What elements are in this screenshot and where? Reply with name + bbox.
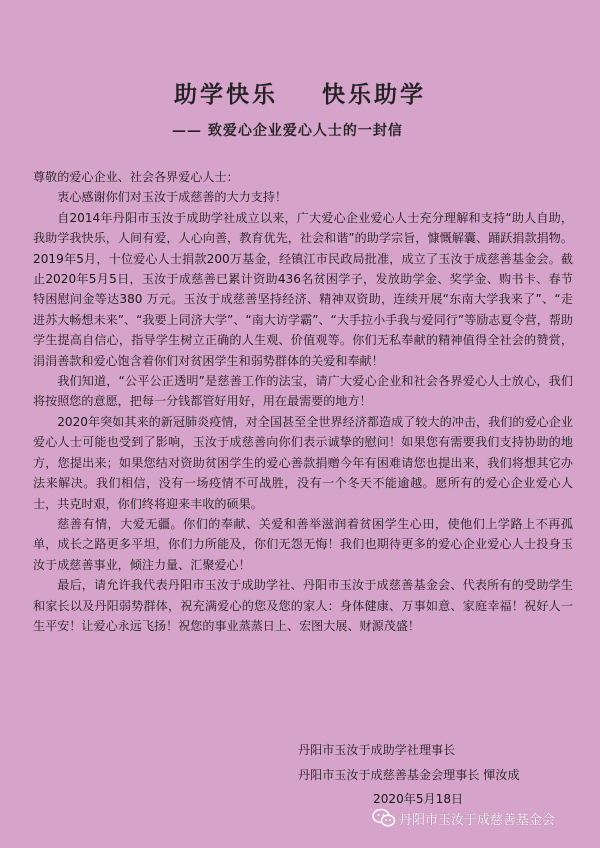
- paragraph-transparency: 我们知道，“公平公正透明”是慈善工作的法宝，请广大爱心企业和社会各界爱心人士放心，我们将按照您的意愿，把每一分钱都管好用好，用在最需要的地方！: [33, 374, 573, 409]
- signature-date: 2020年5月18日: [373, 792, 464, 806]
- wechat-icon: [372, 808, 396, 828]
- account-watermark: [372, 808, 555, 828]
- letter-title: 助学快乐 快乐助学: [173, 81, 427, 108]
- paragraph-closing: 最后，请允许我代表丹阳市玉汝于成助学社、丹阳市玉汝于成慈善基金会、代表所有的受助学生和家长以及丹阳弱势群体，祝充满爱心的您及您的家人：身体健康、万事如意、家庭幸福！祝好人一生平安！让爱心永远飞扬！祝您的事业蒸蒸日上、宏图大展、财源茂盛！: [33, 578, 573, 633]
- paragraph-thanks: 衷心感谢你们对玉汝于成慈善的大力支持！: [57, 190, 287, 205]
- letter-body: [33, 167, 573, 636]
- watermark-text: 丹阳市玉汝于成慈善基金会: [399, 812, 556, 828]
- paragraph-pandemic: 2020年突如其来的新冠肺炎疫情，对全国甚至全世界经济都造成了较大的冲击，我们的爱心企业爱心人士可能也受到了影响，玉汝于成慈善向你们表示诚挚的慰问！如果您有需要我们支持协助的地方，您提出来；如果您结对资助贫困学生的爱心善款捐赠今年有困难请您也提出来，我们将想其它办法来解决。我们相信，没有一场疫情不可战胜，没有一个冬天不能逾越。愿所有的爱心企业爱心人士，共克时艰，你们终将迎来丰收的硕果。: [33, 414, 573, 511]
- salutation: 尊敬的爱心企业、社会各界爱心人士：: [33, 170, 239, 184]
- letter-subtitle: —— 致爱心企业爱心人士的一封信: [172, 123, 403, 139]
- signature-line-2: 丹阳市玉汝于成慈善基金会理事长 惲汝成: [298, 768, 520, 782]
- paragraph-history: 自2014年丹阳市玉汝于成助学社成立以来，广大爱心企业爱心人士充分理解和支持“助人自助，我助学我快乐，人间有爱，人心向善，教育优先，社会和谐”的助学宗旨，慷慨解囊、踊跃捐款捐物。2019年5月，十位爱心人士捐款200万基金，经镇江市民政局批准，成立了玉汝于成慈善基金会。截止2020年5月5日，玉汝于成慈善已累计资助436名贫困学子，发放助学金、奖学金、购书卡、春节特困慰问金等达380 万元。玉汝于成慈善坚持经济、精神双资助，连续开展“东南大学我来了”、“走进苏大畅想未来”、“我要上同济大学”、“南大访学霸”、“大手拉小手我与爱同行”等励志夏令营，帮助学生提高自信心，指导学生树立正确的人生观、价值观等。你们无私奉献的精神值得全社会的赞赏，涓涓善款和爱心饱含着你们对贫困学生和弱势群体的关爱和奉献！: [33, 210, 573, 368]
- paragraph-charity: 慈善有情，大爱无疆。你们的奉献、关爱和善举滋润着贫困学生心田，使他们上学路上不再孤单，成长之路更多平坦，你们力所能及，你们无怨无悔！我们也期待更多的爱心企业爱心人士投身玉汝于成慈善事业，倾注力量、汇聚爱心！: [33, 516, 573, 572]
- signature-line-1: 丹阳市玉汝于成助学社理事长: [298, 743, 456, 757]
